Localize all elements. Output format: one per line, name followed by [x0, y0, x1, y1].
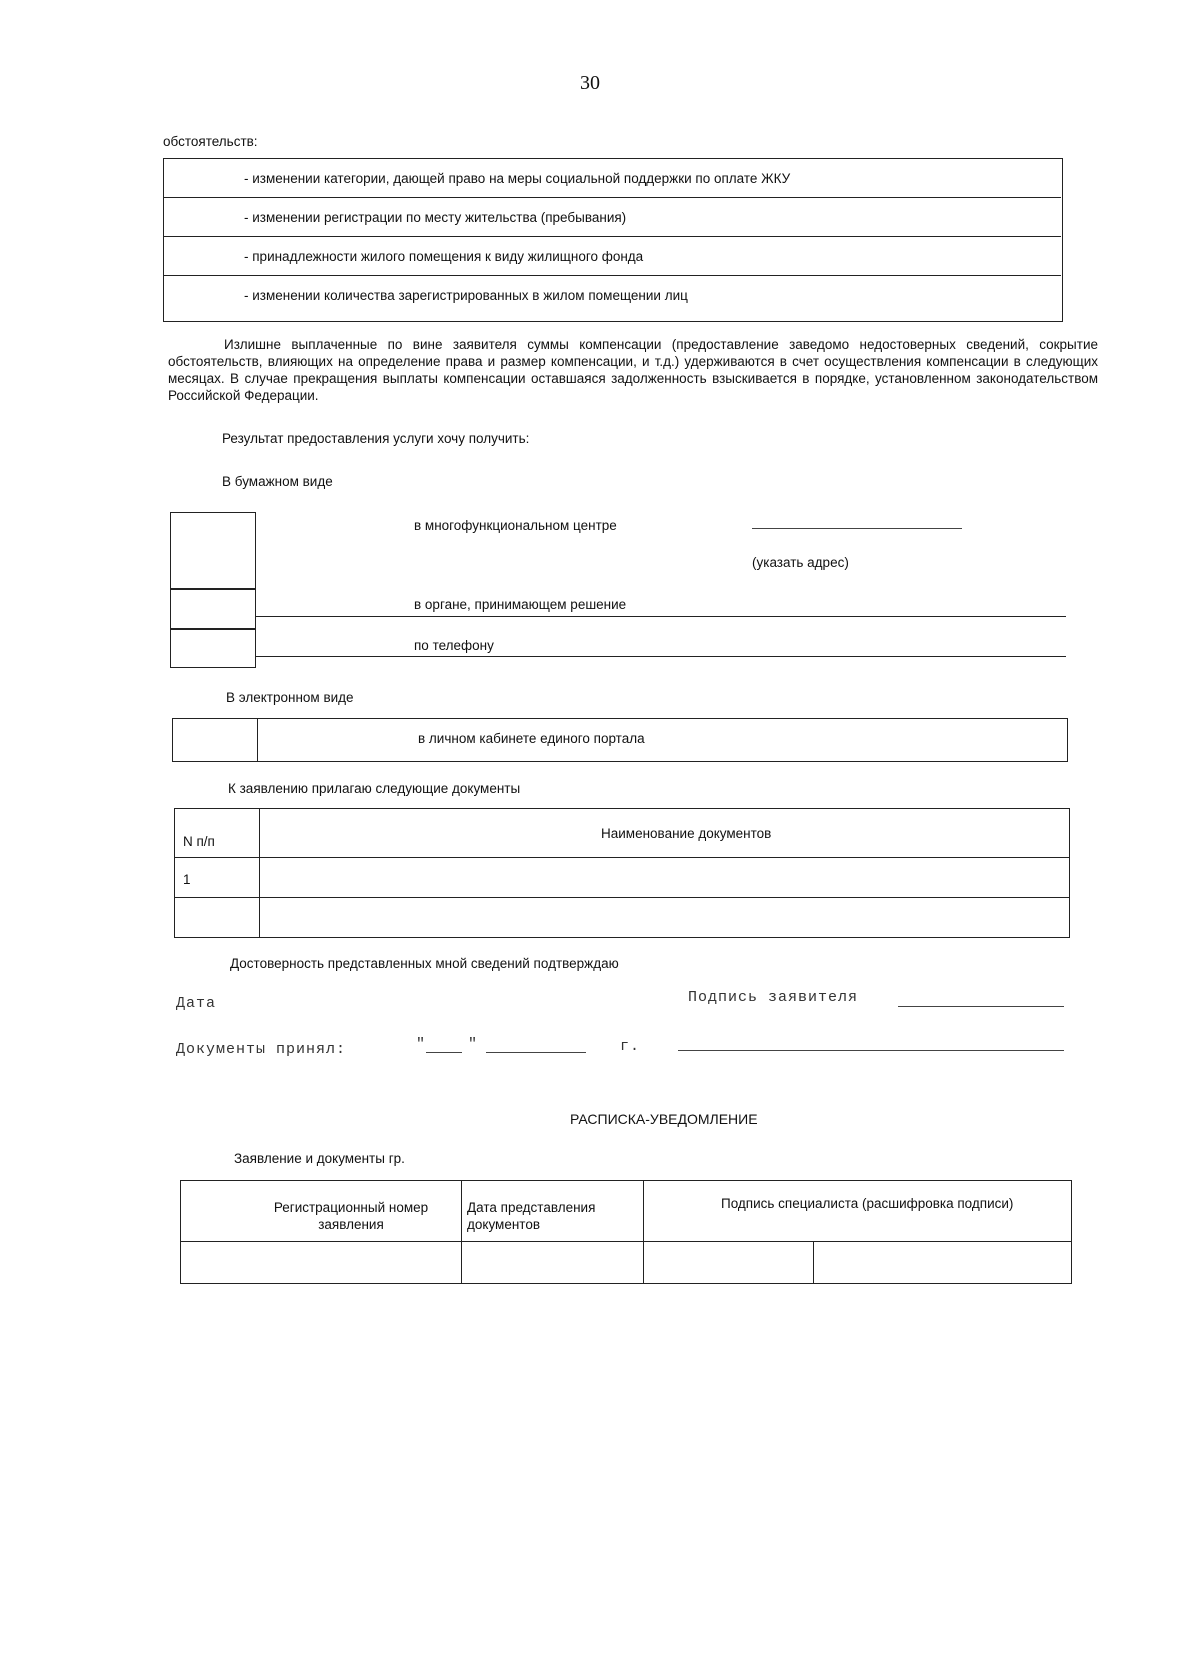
circumstance-item: - изменении регистрации по месту жительства (пребывания) [244, 210, 627, 225]
option-phone-label: по телефону [414, 638, 494, 653]
month-line [486, 1052, 586, 1053]
checkbox-mfc[interactable] [170, 512, 256, 590]
col-date-header: Дата представления документов [467, 1200, 596, 1232]
confirm-text: Достоверность представленных мной сведений подтверждаю [230, 956, 619, 971]
option-mfc-label: в многофункциональном центре [414, 518, 617, 533]
checkbox-authority[interactable] [170, 588, 256, 630]
address-line [752, 528, 962, 529]
accepted-sign-line [678, 1050, 1064, 1051]
paper-heading: В бумажном виде [222, 474, 333, 489]
intro-label: обстоятельств: [163, 134, 258, 149]
option-authority-label: в органе, принимающем решение [414, 597, 627, 612]
day-line [426, 1052, 462, 1053]
circumstance-item: - изменении количества зарегистрированных в жилом помещении лиц [244, 288, 688, 303]
date-label: Дата [176, 995, 217, 1012]
accepted-label: Документы принял: [176, 1041, 347, 1058]
quote-close: " [468, 1036, 479, 1053]
circumstances-table [163, 158, 1063, 322]
checkbox-phone[interactable] [170, 628, 256, 668]
option-portal-label: в личном кабинете единого портала [418, 731, 645, 746]
address-hint: (указать адрес) [752, 555, 849, 570]
attachments-heading: К заявлению прилагаю следующие документы [228, 781, 521, 796]
quote-open: " [416, 1036, 427, 1053]
signature-label: Подпись заявителя [688, 989, 859, 1006]
receipt-table [180, 1180, 1072, 1284]
col-name-header: Наименование документов [601, 826, 772, 841]
checkbox-portal[interactable] [172, 718, 258, 762]
col-num-header: N п/п [183, 834, 215, 849]
overpayment-paragraph: Излишне выплаченные по вине заявителя суммы компенсации (предоставление заведомо недостоверных сведений, сокрытие обстоятельств, влияющих на определение права и размер компенсации, и т.д.) удерживаются в счет осуществления компенсации в следующих месяцах. В случае прекращения выплаты компенсации оставшаяся задолженность взыскивается в порядке, установленном законодательством Российской Федерации. [168, 337, 1098, 403]
signature-line [898, 1006, 1064, 1007]
result-label: Результат предоставления услуги хочу получить: [222, 431, 530, 446]
col-sign-header: Подпись специалиста (расшифровка подписи) [721, 1196, 1014, 1211]
circumstance-item: - принадлежности жилого помещения к виду жилищного фонда [244, 249, 644, 264]
receipt-intro: Заявление и документы гр. [234, 1151, 405, 1166]
year-suffix: г. [620, 1038, 641, 1055]
circumstance-item: - изменении категории, дающей право на меры социальной поддержки по оплате ЖКУ [244, 171, 791, 186]
page-number: 30 [580, 72, 600, 94]
receipt-title: РАСПИСКА-УВЕДОМЛЕНИЕ [570, 1111, 758, 1127]
table-row-num: 1 [183, 872, 191, 887]
attachments-table [174, 808, 1070, 938]
electronic-heading: В электронном виде [226, 690, 354, 705]
col-reg-header: Регистрационный номер заявления [273, 1200, 429, 1232]
